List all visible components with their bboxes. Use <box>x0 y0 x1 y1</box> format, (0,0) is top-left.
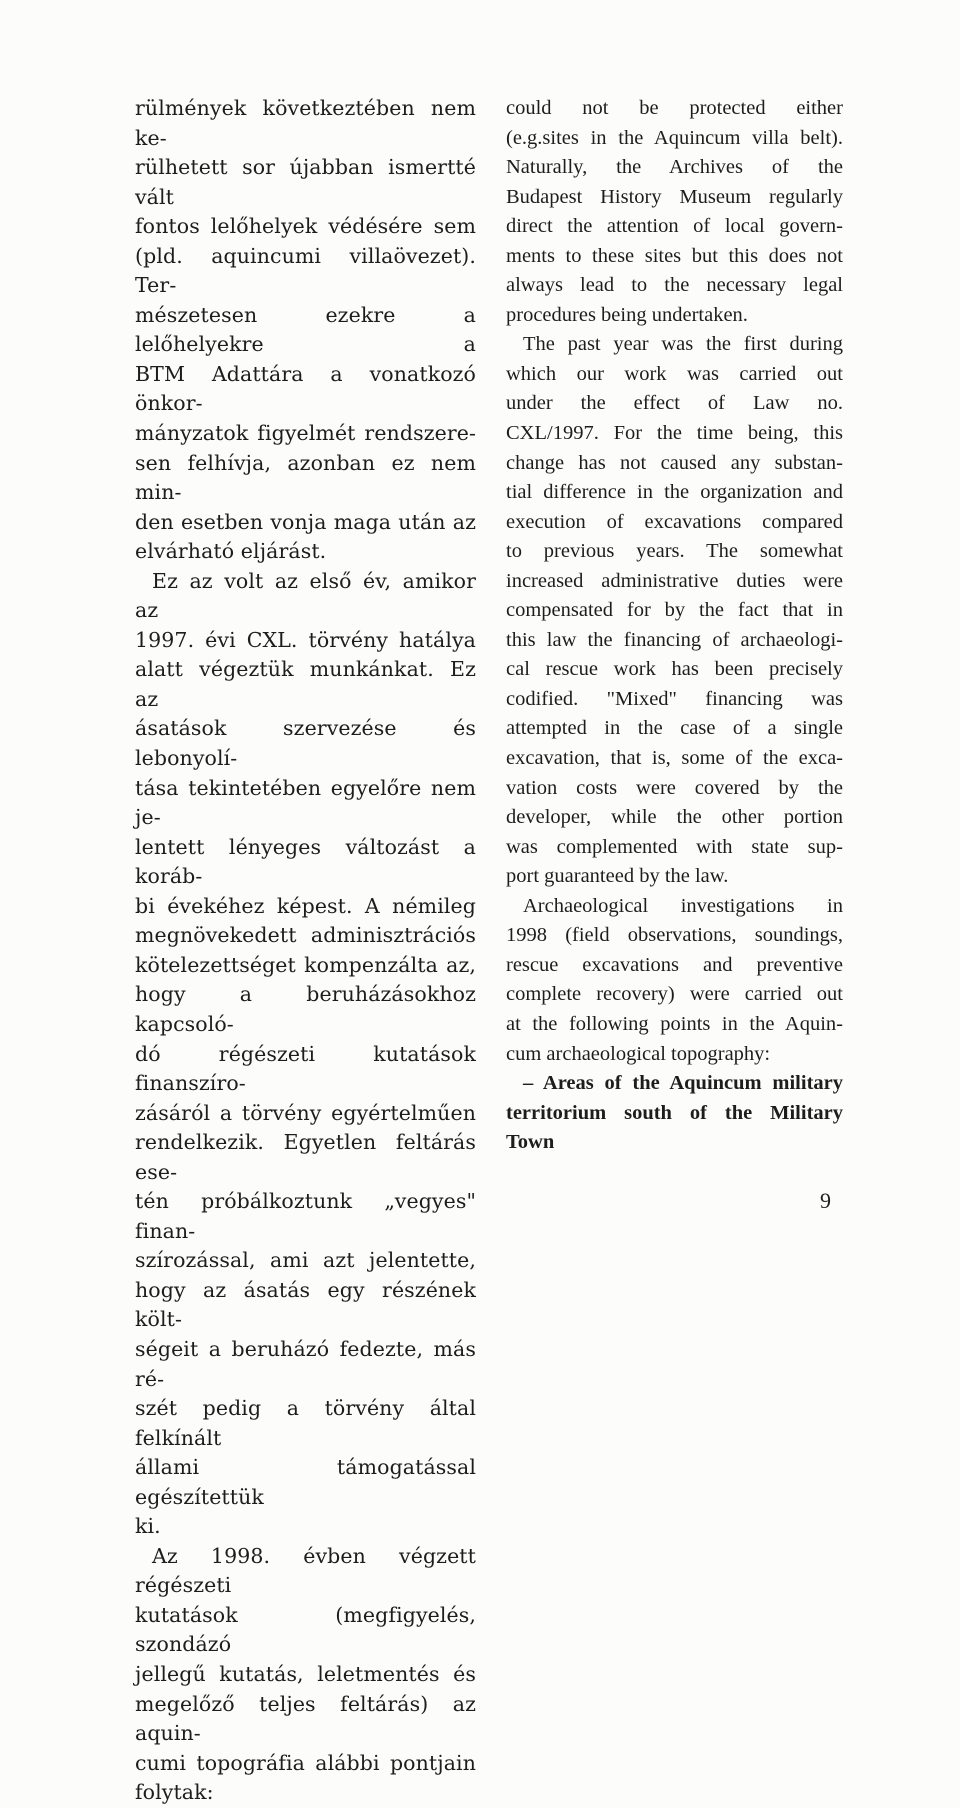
text-line: megnövekedett adminisztrációs <box>135 923 476 948</box>
text-line: increased administrative duties were <box>506 569 843 592</box>
text-line: at the following points in the Aquin- <box>506 1012 843 1035</box>
text-line: sen felhívja, azonban ez nem min- <box>135 450 476 505</box>
paragraph-2 <box>506 330 843 891</box>
text-line: tása tekintetében egyelőre nem je- <box>135 775 476 830</box>
page-number: 9 <box>820 1188 831 1213</box>
text-line: CXL/1997. For the time being, this <box>506 422 843 445</box>
text-line: fontos lelőhelyek védésére sem <box>135 214 476 239</box>
text-line: rülmények következtében nem ke- <box>135 96 476 150</box>
text-line: hogy az ásatás egy részének költ- <box>135 1277 476 1332</box>
left-column-hungarian <box>135 94 476 1808</box>
text-line: kutatások (megfigyelés, szondázó <box>135 1602 476 1657</box>
heading-line: territorium south of the Military <box>506 1101 843 1124</box>
text-line: ségeit a beruházó fedezte, más ré- <box>135 1336 476 1391</box>
text-line: Az 1998. évben végzett régészeti <box>135 1543 476 1598</box>
text-line: 1998 (field observations, soundings, <box>506 924 843 947</box>
paragraph-1 <box>506 94 843 330</box>
text-line: bi évekéhez képest. A némileg <box>135 893 476 918</box>
text-line: tial difference in the organization and <box>506 481 843 504</box>
text-line: codified. "Mixed" financing was <box>506 687 843 710</box>
text-line: execution of excavations compared <box>506 510 843 533</box>
text-line: kötelezettséget kompenzálta az, <box>135 952 476 977</box>
text-line: always lead to the necessary legal <box>506 274 843 297</box>
text-line: procedures being undertaken. <box>506 303 748 326</box>
text-line: dó régészeti kutatások finanszíro- <box>135 1041 476 1096</box>
text-line: jellegű kutatás, leletmentés és <box>135 1661 476 1686</box>
text-line: developer, while the other portion <box>506 806 843 829</box>
text-line: hogy a beruházásokhoz kapcsoló- <box>135 982 476 1036</box>
text-line: this law the financing of archaeologi- <box>506 628 843 651</box>
right-column-english <box>506 94 843 1158</box>
text-line: cumi topográfia alábbi pontjain <box>135 1750 476 1775</box>
text-line: mészetesen ezekre a lelőhelyekre a <box>135 302 476 357</box>
text-line: den esetben vonja maga után az <box>135 509 476 534</box>
text-line: alatt végeztük munkánkat. Ez az <box>135 657 476 711</box>
text-line: rendelkezik. Egyetlen feltárás ese- <box>135 1130 476 1184</box>
text-line: under the effect of Law no. <box>506 392 843 415</box>
text-line: excavation, that is, some of the exca- <box>506 747 843 770</box>
paragraph-3 <box>506 892 843 1069</box>
text-line: vation costs were covered by the <box>506 776 843 799</box>
text-line: tén próbálkoztunk „vegyes" finan- <box>135 1189 476 1243</box>
text-line: Budapest History Museum regularly <box>506 185 843 208</box>
text-line: folytak: <box>135 1780 214 1805</box>
text-line: megelőző teljes feltárás) az aquin- <box>135 1691 476 1746</box>
text-line: ments to these sites but this does not <box>506 244 843 267</box>
paragraph-3 <box>135 1542 476 1808</box>
text-line: cum archaeological topography: <box>506 1042 771 1065</box>
heading-line: – Areas of the Aquincum military <box>523 1072 843 1095</box>
section-heading <box>506 1069 843 1158</box>
text-line: Archaeological investigations in <box>523 894 843 917</box>
text-line: szét pedig a törvény által felkínált <box>135 1396 476 1450</box>
text-line: which our work was carried out <box>506 362 843 385</box>
text-line: zásáról a törvény egyértelműen <box>135 1100 476 1125</box>
text-line: direct the attention of local govern- <box>506 215 843 238</box>
text-line: lentett lényeges változást a koráb- <box>135 834 476 889</box>
paragraph-1 <box>135 94 476 567</box>
text-line: rescue excavations and preventive <box>506 953 843 976</box>
text-line: (pld. aquincumi villaövezet). Ter- <box>135 243 476 298</box>
text-line: attempted in the case of a single <box>506 717 843 740</box>
text-line: (e.g.sites in the Aquincum villa belt). <box>506 126 843 149</box>
text-line: cal rescue work has been precisely <box>506 658 843 681</box>
text-line: compensated for by the fact that in <box>506 599 843 622</box>
text-line: change has not caused any substan- <box>506 451 843 474</box>
text-line: was complemented with state sup- <box>506 835 843 858</box>
text-line: Naturally, the Archives of the <box>506 156 843 179</box>
text-line: mányzatok figyelmét rendszere- <box>135 421 476 446</box>
text-line: Ez az volt az első év, amikor az <box>135 568 476 623</box>
text-line: could not be protected either <box>506 97 843 119</box>
text-line: szírozással, ami azt jelentette, <box>135 1248 476 1273</box>
text-line: állami támogatással egészítettük <box>135 1455 476 1509</box>
paragraph-2 <box>135 567 476 1542</box>
text-line: ásatások szervezése és lebonyolí- <box>135 716 476 771</box>
text-line: ki. <box>135 1514 161 1539</box>
text-line: 1997. évi CXL. törvény hatálya <box>135 627 476 652</box>
text-line: complete recovery) were carried out <box>506 983 843 1006</box>
text-line: BTM Adattára a vonatkozó önkor- <box>135 361 476 416</box>
text-line: The past year was the first during <box>523 333 843 356</box>
text-line: to previous years. The somewhat <box>506 540 843 563</box>
text-line: rülhetett sor újabban ismertté vált <box>135 155 476 209</box>
text-line: elvárható eljárást. <box>135 539 327 564</box>
text-line: port guaranteed by the law. <box>506 865 729 888</box>
heading-line: Town <box>506 1131 555 1154</box>
